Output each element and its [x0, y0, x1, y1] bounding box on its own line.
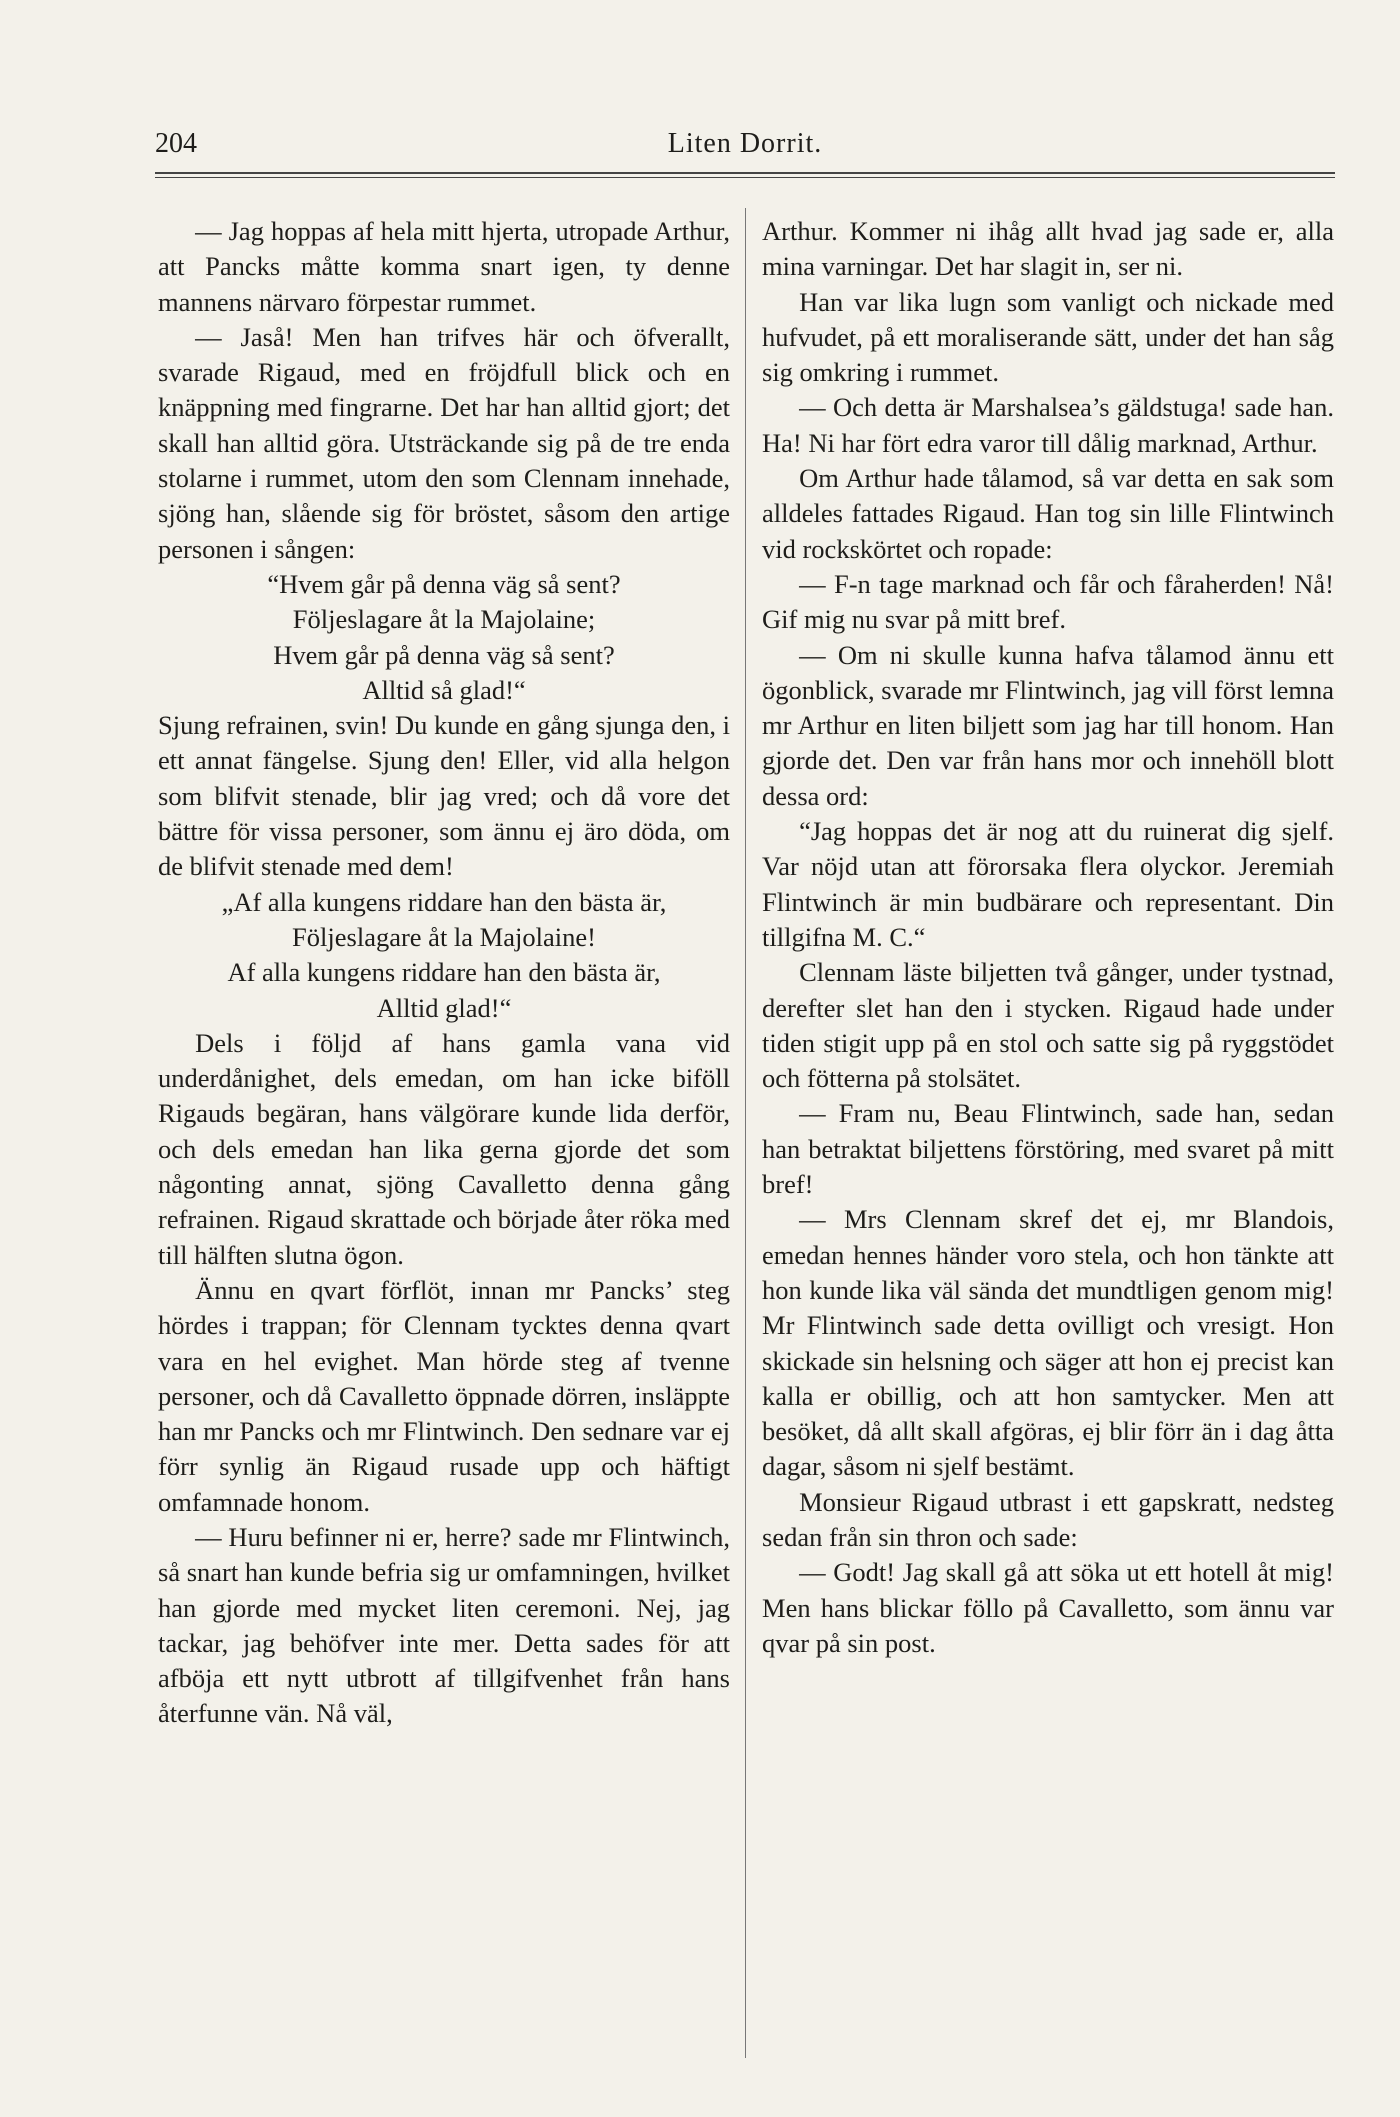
paragraph: — Fram nu, Beau Flintwinch, sade han, sedan han betraktat biljettens förstöring, med svaret på mitt bref!	[762, 1098, 1334, 1200]
verse-line: Följeslagare åt la Majolaine;	[292, 604, 596, 635]
left-column	[158, 214, 730, 1732]
paragraph: Arthur. Kommer ni ihåg allt hvad jag sade er, alla mina varningar. Det har slagit in, ser ni.	[762, 216, 1334, 282]
verse-line: Alltid så glad!“	[362, 674, 526, 705]
column-divider	[745, 208, 746, 2058]
page-header	[155, 128, 1335, 168]
paragraph: Han var lika lugn som vanligt och nickade med hufvudet, på ett moraliserande sätt, under det han såg sig omkring i rummet.	[762, 286, 1334, 388]
running-title: Liten Dorrit.	[667, 128, 823, 159]
verse-line: Af alla kungens riddare han den bästa är,	[227, 957, 661, 988]
paragraph: Ännu en qvart förflöt, innan mr Pancks’ steg hördes i trappan; för Clennam tycktes denna qvart vara en hel evighet. Man hörde steg af tvenne personer, och då Cavalletto öppnade dörren, insläppte han mr Pancks och mr Flintwinch. Den sednare var ej förr synlig än Rigaud rusade upp och häftigt omfamnade honom.	[158, 1274, 730, 1517]
paragraph: — Och detta är Marshalsea’s gäldstuga! sade han. Ha! Ni har fört edra varor till dålig marknad, Arthur.	[762, 392, 1334, 458]
paragraph: Om Arthur hade tålamod, så var detta en sak som alldeles fattades Rigaud. Han tog sin lille Flintwinch vid rockskörtet och ropade:	[762, 463, 1334, 564]
paragraph: — Jag hoppas af hela mitt hjerta, utropade Arthur, att Pancks måtte komma snart igen, ty denne mannens närvaro förpestar rummet.	[158, 216, 730, 317]
paragraph: “Jag hoppas det är nog att du ruinerat dig sjelf. Var nöjd utan att förorsaka flera olyckor. Jeremiah Flintwinch är min budbärare och representant. Din tillgifna M. C.“	[762, 816, 1334, 952]
verse-line: Alltid glad!“	[376, 992, 512, 1023]
paragraph: — Om ni skulle kunna hafva tålamod ännu ett ögonblick, svarade mr Flintwinch, jag vill först lemna mr Arthur en liten biljett som jag har till honom. Han gjorde det. Den var från hans mor och innehöll blott dessa ord:	[762, 639, 1334, 811]
paragraph: — F-n tage marknad och får och fåraherden! Nå! Gif mig nu svar på mitt bref.	[762, 568, 1334, 635]
page-number: 204	[155, 128, 197, 159]
right-column	[762, 214, 1334, 1661]
paragraph: — Huru befinner ni er, herre? sade mr Flintwinch, så snart han kunde befria sig ur omfamningen, hvilket han gjorde med mycket liten ceremoni. Nej, jag tackar, jag behöfver inte mer. Detta sades för att afböja ett nytt utbrott af tillgifvenhet från hans återfunne vän. Nå väl,	[158, 1521, 730, 1729]
paragraph: Dels i följd af hans gamla vana vid underdånighet, dels emedan, om han icke biföll Rigauds begäran, hans välgörare kunde lida derför, och dels emedan han lika gerna gjorde det som någonting annat, sjöng Cavalletto denna gång refrainen. Rigaud skrattade och började åter röka med till hälften slutna ögon.	[158, 1027, 730, 1270]
verse-line: „Af alla kungens riddare han den bästa är,	[221, 886, 667, 917]
paragraph: Sjung refrainen, svin! Du kunde en gång sjunga den, i ett annat fängelse. Sjung den! Eller, vid alla helgon som blifvit stenade, blir jag vred; och då vore det bättre för vissa personer, som ännu ej äro döda, om de blifvit stenade med dem!	[158, 710, 730, 882]
paragraph: Clennam läste biljetten två gånger, under tystnad, derefter slet han den i stycken. Rigaud hade under tiden stigit upp på en stol och satte sig på ryggstödet och fötterna på stolsätet.	[762, 957, 1334, 1094]
paragraph: Monsieur Rigaud utbrast i ett gapskratt, nedsteg sedan från sin thron och sade:	[762, 1486, 1334, 1552]
verse-line: Hvem går på denna väg så sent?	[273, 639, 615, 670]
paragraph: — Jaså! Men han trifves här och öfverallt, svarade Rigaud, med en fröjdfull blick och en knäppning med fingrarne. Det har han alltid gjort; det skall han alltid göra. Utsträckande sig på de tre enda stolarne i rummet, utom den som Clennam innehade, sjöng han, slående sig för bröstet, såsom den artige personen i sången:	[158, 321, 730, 564]
paragraph: — Mrs Clennam skref det ej, mr Blandois, emedan hennes händer voro stela, och hon tänkte att hon kunde lika väl sända det mundtligen genom mig! Mr Flintwinch sade detta ovilligt och vresigt. Hon skickade sin helsning och säger att hon ej precist kan kalla er obillig, och att hon samtycker. Men att besöket, då allt skall afgöras, ej blir förr än i dag åtta dagar, såsom ni sjelf bestämt.	[762, 1204, 1334, 1482]
paragraph: — Godt! Jag skall gå att söka ut ett hotell åt mig! Men hans blickar föllo på Cavalletto, som ännu var qvar på sin post.	[762, 1557, 1334, 1658]
verse-line: Följeslagare åt la Majolaine!	[292, 921, 596, 952]
header-rule	[155, 172, 1335, 174]
header-rule-thin	[155, 177, 1335, 178]
verse-line: “Hvem går på denna väg så sent?	[267, 568, 621, 599]
